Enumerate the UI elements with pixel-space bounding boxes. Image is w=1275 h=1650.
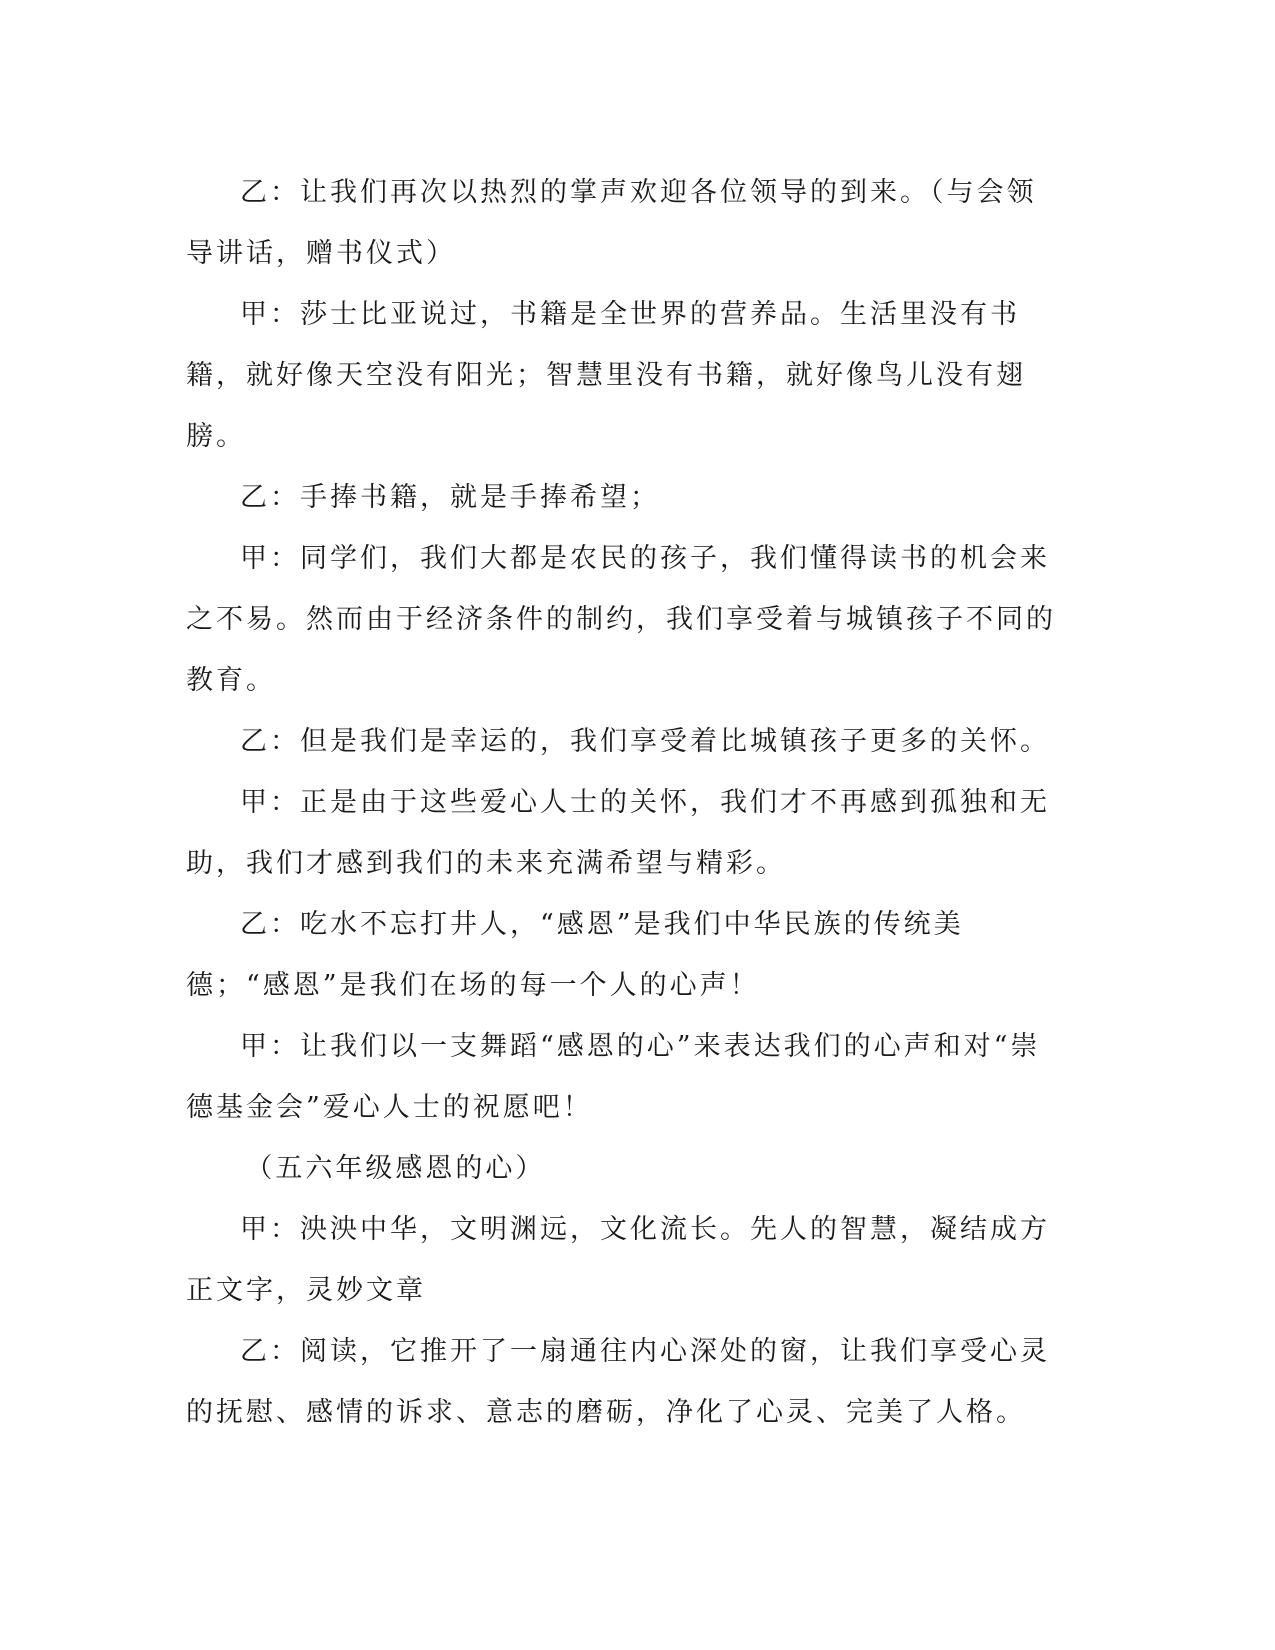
dialogue-paragraph: 甲：正是由于这些爱心人士的关怀，我们才不再感到孤独和无助，我们才感到我们的未来充满希望与精彩。 xyxy=(186,787,1050,879)
dialogue-paragraph: 甲：泱泱中华，文明渊远，文化流长。先人的智慧，凝结成方正文字，灵妙文章 xyxy=(186,1214,1050,1306)
dialogue-paragraph: 甲：让我们以一支舞蹈“感恩的心”来表达我们的心声和对“崇德基金会”爱心人士的祝愿吧！ xyxy=(186,1031,1041,1123)
dialogue-paragraph: 甲：莎士比亚说过，书籍是全世界的营养品。生活里没有书籍，就好像天空没有阳光；智慧里没有书籍，就好像鸟儿没有翅膀。 xyxy=(186,299,1026,452)
dialogue-paragraph: 乙：手捧书籍，就是手捧希望； xyxy=(240,482,660,513)
script-body xyxy=(186,162,1066,1443)
dialogue-paragraph: 乙：但是我们是幸运的，我们享受着比城镇孩子更多的关怀。 xyxy=(240,726,1050,757)
dialogue-paragraph: 乙：阅读，它推开了一扇通往内心深处的窗，让我们享受心灵的抚慰、感情的诉求、意志的磨砺，净化了心灵、完美了人格。 xyxy=(186,1336,1050,1428)
stage-direction: （五六年级感恩的心） xyxy=(245,1153,546,1184)
dialogue-paragraph: 甲：同学们，我们大都是农民的孩子，我们懂得读书的机会来之不易。然而由于经济条件的制约，我们享受着与城镇孩子不同的教育。 xyxy=(186,543,1056,696)
dialogue-paragraph: 乙：让我们再次以热烈的掌声欢迎各位领导的到来。（与会领导讲话，赠书仪式） xyxy=(186,177,1037,269)
dialogue-paragraph: 乙：吃水不忘打井人，“感恩”是我们中华民族的传统美德；“感恩”是我们在场的每一个人的心声！ xyxy=(186,909,964,1001)
